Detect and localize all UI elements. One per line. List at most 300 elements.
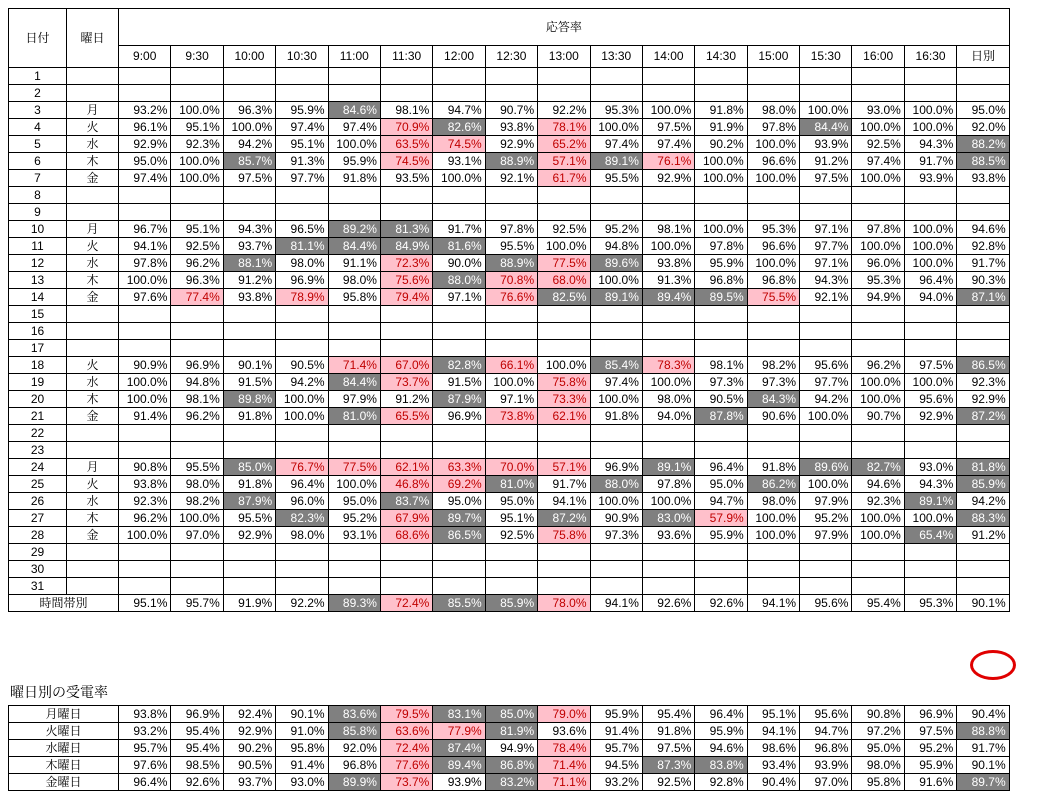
rate-cell: 97.8% <box>119 255 171 272</box>
weekday-rate-cell: 90.8% <box>852 706 904 723</box>
rate-cell: 63.3% <box>433 459 485 476</box>
empty-cell <box>904 204 956 221</box>
empty-cell <box>642 306 694 323</box>
weekday-rate-cell: 83.6% <box>328 706 380 723</box>
rate-cell: 67.9% <box>380 510 432 527</box>
empty-cell <box>747 306 799 323</box>
rate-cell: 82.6% <box>433 119 485 136</box>
weekday-rate-cell: 91.0% <box>276 723 328 740</box>
empty-cell <box>538 578 590 595</box>
rate-cell: 90.5% <box>695 391 747 408</box>
weekday-rate-cell: 95.8% <box>276 740 328 757</box>
rate-cell: 89.7% <box>433 510 485 527</box>
empty-cell <box>171 323 223 340</box>
rate-cell: 96.0% <box>852 255 904 272</box>
day-number: 27 <box>9 510 67 527</box>
rate-cell: 98.2% <box>171 493 223 510</box>
weekday-rate-cell: 85.8% <box>328 723 380 740</box>
rate-cell: 46.8% <box>380 476 432 493</box>
rate-cell: 98.1% <box>642 221 694 238</box>
daily-rate-cell: 88.2% <box>957 136 1009 153</box>
empty-cell <box>485 561 537 578</box>
rate-cell: 62.1% <box>380 459 432 476</box>
rate-cell: 91.9% <box>695 119 747 136</box>
empty-cell <box>642 544 694 561</box>
empty-cell <box>957 323 1009 340</box>
time-header-1030: 10:30 <box>276 46 328 68</box>
empty-cell <box>642 187 694 204</box>
rate-cell: 100.0% <box>747 527 799 544</box>
day-of-week: 月 <box>67 221 119 238</box>
rate-cell: 96.9% <box>433 408 485 425</box>
empty-cell <box>380 561 432 578</box>
day-row <box>9 425 1010 442</box>
day-row <box>9 153 1010 170</box>
rate-cell: 70.8% <box>485 272 537 289</box>
empty-cell <box>747 85 799 102</box>
empty-cell <box>800 187 852 204</box>
rate-cell: 89.4% <box>642 289 694 306</box>
rate-cell: 97.8% <box>642 476 694 493</box>
rate-cell: 91.2% <box>223 272 275 289</box>
rate-cell: 96.9% <box>590 459 642 476</box>
weekday-rate-cell: 94.5% <box>590 757 642 774</box>
day-of-week: 火 <box>67 238 119 255</box>
rate-cell: 92.9% <box>904 408 956 425</box>
rate-cell: 90.8% <box>119 459 171 476</box>
time-header-1000: 10:00 <box>223 46 275 68</box>
rate-cell: 97.4% <box>590 374 642 391</box>
rate-cell: 94.1% <box>119 238 171 255</box>
rate-cell: 97.1% <box>433 289 485 306</box>
empty-cell <box>328 323 380 340</box>
weekday-rate-cell: 93.0% <box>276 774 328 791</box>
rate-cell: 97.4% <box>642 136 694 153</box>
weekday-rate-cell: 95.2% <box>904 740 956 757</box>
empty-cell <box>171 442 223 459</box>
rate-cell: 92.2% <box>538 102 590 119</box>
time-header-row <box>9 46 1010 68</box>
day-row <box>9 459 1010 476</box>
weekday-daily-cell: 90.4% <box>957 706 1009 723</box>
day-row <box>9 255 1010 272</box>
rate-cell: 84.9% <box>380 238 432 255</box>
date-header: 日付 <box>9 9 67 68</box>
day-of-week <box>67 306 119 323</box>
empty-cell <box>328 68 380 85</box>
rate-cell: 85.7% <box>223 153 275 170</box>
day-of-week <box>67 340 119 357</box>
rate-cell: 94.9% <box>852 289 904 306</box>
rate-cell: 92.9% <box>119 136 171 153</box>
empty-cell <box>957 425 1009 442</box>
empty-cell <box>538 442 590 459</box>
daily-rate-cell: 85.9% <box>957 476 1009 493</box>
rate-cell: 90.0% <box>433 255 485 272</box>
empty-cell <box>433 340 485 357</box>
empty-cell <box>328 425 380 442</box>
rate-cell: 93.1% <box>433 153 485 170</box>
day-of-week: 金 <box>67 170 119 187</box>
empty-cell <box>904 340 956 357</box>
weekday-rate-cell: 92.4% <box>223 706 275 723</box>
empty-cell <box>119 544 171 561</box>
rate-cell: 86.2% <box>747 476 799 493</box>
rate-cell: 97.4% <box>590 136 642 153</box>
rate-cell: 68.6% <box>380 527 432 544</box>
day-number: 16 <box>9 323 67 340</box>
rate-cell: 98.0% <box>642 391 694 408</box>
rate-cell: 83.7% <box>380 493 432 510</box>
rate-cell: 89.6% <box>590 255 642 272</box>
empty-cell <box>380 544 432 561</box>
rate-cell: 84.3% <box>747 391 799 408</box>
weekday-rate-cell: 95.6% <box>800 706 852 723</box>
empty-cell <box>538 544 590 561</box>
empty-cell <box>276 425 328 442</box>
rate-cell: 74.5% <box>380 153 432 170</box>
empty-cell <box>957 306 1009 323</box>
day-row <box>9 136 1010 153</box>
rate-cell: 98.0% <box>276 527 328 544</box>
empty-cell <box>747 544 799 561</box>
rate-cell: 97.7% <box>276 170 328 187</box>
time-total-cell: 95.3% <box>904 595 956 612</box>
weekday-rate-cell: 91.8% <box>642 723 694 740</box>
empty-cell <box>642 578 694 595</box>
day-number: 23 <box>9 442 67 459</box>
rate-cell: 98.1% <box>695 357 747 374</box>
time-total-cell: 85.9% <box>485 595 537 612</box>
time-total-label: 時間帯別 <box>9 595 119 612</box>
header-row-top <box>9 9 1010 46</box>
empty-cell <box>485 187 537 204</box>
rate-cell: 94.3% <box>800 272 852 289</box>
rate-cell: 97.5% <box>642 119 694 136</box>
rate-cell: 100.0% <box>328 476 380 493</box>
rate-cell: 97.5% <box>800 170 852 187</box>
rate-cell: 95.6% <box>904 391 956 408</box>
empty-cell <box>800 561 852 578</box>
weekday-daily-cell: 89.7% <box>957 774 1009 791</box>
rate-cell: 95.0% <box>433 493 485 510</box>
rate-cell: 92.9% <box>223 527 275 544</box>
rate-cell: 97.8% <box>747 119 799 136</box>
rate-cell: 98.0% <box>276 255 328 272</box>
weekday-rate-cell: 97.6% <box>119 757 171 774</box>
rate-cell: 96.0% <box>276 493 328 510</box>
time-total-cell: 95.6% <box>800 595 852 612</box>
weekday-rate-cell: 96.4% <box>119 774 171 791</box>
empty-cell <box>433 323 485 340</box>
rate-cell: 96.8% <box>695 272 747 289</box>
empty-cell <box>904 544 956 561</box>
rate-cell: 91.8% <box>223 476 275 493</box>
day-number: 13 <box>9 272 67 289</box>
weekday-rate-cell: 72.4% <box>380 740 432 757</box>
daily-rate-cell: 81.8% <box>957 459 1009 476</box>
weekday-rate-cell: 95.1% <box>747 706 799 723</box>
empty-cell <box>747 561 799 578</box>
weekday-rate-cell: 96.8% <box>800 740 852 757</box>
rate-cell: 84.4% <box>800 119 852 136</box>
day-of-week: 水 <box>67 136 119 153</box>
empty-cell <box>695 561 747 578</box>
weekday-rate-cell: 96.4% <box>695 706 747 723</box>
day-of-week: 水 <box>67 493 119 510</box>
day-of-week: 水 <box>67 374 119 391</box>
weekday-rate-cell: 89.4% <box>433 757 485 774</box>
rate-cell: 89.1% <box>642 459 694 476</box>
rate-cell: 75.8% <box>538 527 590 544</box>
day-row <box>9 442 1010 459</box>
empty-cell <box>380 204 432 221</box>
day-number: 4 <box>9 119 67 136</box>
rate-cell: 70.9% <box>380 119 432 136</box>
time-total-cell: 92.6% <box>642 595 694 612</box>
day-row <box>9 272 1010 289</box>
empty-cell <box>642 204 694 221</box>
day-number: 25 <box>9 476 67 493</box>
weekday-rate-cell: 90.1% <box>276 706 328 723</box>
empty-cell <box>485 306 537 323</box>
day-row <box>9 187 1010 204</box>
empty-cell <box>957 85 1009 102</box>
weekday-rate-cell: 96.9% <box>904 706 956 723</box>
time-total-cell: 72.4% <box>380 595 432 612</box>
daily-rate-cell: 92.0% <box>957 119 1009 136</box>
empty-cell <box>957 340 1009 357</box>
rate-cell: 94.2% <box>276 374 328 391</box>
weekday-rate-cell: 77.9% <box>433 723 485 740</box>
rate-cell: 93.6% <box>642 527 694 544</box>
day-row <box>9 170 1010 187</box>
rate-cell: 93.0% <box>904 459 956 476</box>
empty-cell <box>380 68 432 85</box>
empty-cell <box>223 425 275 442</box>
rate-cell: 97.4% <box>328 119 380 136</box>
weekday-rate-cell: 92.9% <box>223 723 275 740</box>
empty-cell <box>800 425 852 442</box>
empty-cell <box>957 544 1009 561</box>
weekday-rate-cell: 96.8% <box>328 757 380 774</box>
day-row <box>9 289 1010 306</box>
daily-rate-cell: 90.3% <box>957 272 1009 289</box>
weekday-rate-cell: 95.9% <box>904 757 956 774</box>
empty-cell <box>171 85 223 102</box>
empty-cell <box>485 85 537 102</box>
empty-cell <box>642 340 694 357</box>
daily-rate-cell: 91.7% <box>957 255 1009 272</box>
rate-cell: 93.0% <box>852 102 904 119</box>
empty-cell <box>485 578 537 595</box>
rate-cell: 95.5% <box>171 459 223 476</box>
rate-cell: 95.1% <box>171 221 223 238</box>
weekday-rate-cell: 92.8% <box>695 774 747 791</box>
weekday-rate-cell: 83.2% <box>485 774 537 791</box>
empty-cell <box>695 323 747 340</box>
rate-cell: 94.6% <box>852 476 904 493</box>
empty-cell <box>171 204 223 221</box>
weekday-daily-cell: 91.7% <box>957 740 1009 757</box>
empty-cell <box>800 578 852 595</box>
day-number: 14 <box>9 289 67 306</box>
rate-cell: 95.9% <box>276 102 328 119</box>
weekday-rate-cell: 98.6% <box>747 740 799 757</box>
time-total-cell: 95.7% <box>171 595 223 612</box>
empty-cell <box>433 187 485 204</box>
rate-cell: 100.0% <box>590 272 642 289</box>
empty-cell <box>328 561 380 578</box>
rate-cell: 77.5% <box>328 459 380 476</box>
empty-cell <box>380 578 432 595</box>
empty-cell <box>904 323 956 340</box>
day-number: 12 <box>9 255 67 272</box>
rate-cell: 100.0% <box>590 119 642 136</box>
rate-cell: 71.4% <box>328 357 380 374</box>
weekday-label: 木曜日 <box>9 757 119 774</box>
rate-cell: 93.2% <box>119 102 171 119</box>
empty-cell <box>328 306 380 323</box>
time-total-cell: 85.5% <box>433 595 485 612</box>
day-row <box>9 374 1010 391</box>
empty-cell <box>433 85 485 102</box>
rate-cell: 95.0% <box>119 153 171 170</box>
rate-cell: 100.0% <box>276 408 328 425</box>
empty-cell <box>485 68 537 85</box>
rate-cell: 68.0% <box>538 272 590 289</box>
empty-cell <box>485 323 537 340</box>
time-header-1200: 12:00 <box>433 46 485 68</box>
rate-cell: 96.1% <box>119 119 171 136</box>
rate-cell: 65.2% <box>538 136 590 153</box>
empty-cell <box>171 306 223 323</box>
empty-cell <box>485 340 537 357</box>
empty-cell <box>328 544 380 561</box>
rate-cell: 87.9% <box>433 391 485 408</box>
rate-cell: 66.1% <box>485 357 537 374</box>
rate-cell: 96.9% <box>171 357 223 374</box>
day-of-week <box>67 578 119 595</box>
rate-cell: 97.7% <box>800 374 852 391</box>
weekday-rate-cell: 97.5% <box>904 723 956 740</box>
day-number: 28 <box>9 527 67 544</box>
rate-cell: 95.9% <box>695 527 747 544</box>
day-of-week: 火 <box>67 119 119 136</box>
weekday-rate-cell: 95.9% <box>695 723 747 740</box>
empty-cell <box>380 323 432 340</box>
day-number: 21 <box>9 408 67 425</box>
weekday-section-title: 曜日別の受電率 <box>10 684 108 700</box>
response-rate-table <box>8 8 1010 612</box>
empty-cell <box>328 85 380 102</box>
empty-cell <box>119 187 171 204</box>
rate-cell: 100.0% <box>852 374 904 391</box>
rate-cell: 87.2% <box>538 510 590 527</box>
rate-cell: 75.6% <box>380 272 432 289</box>
rate-cell: 76.6% <box>485 289 537 306</box>
empty-cell <box>119 68 171 85</box>
time-header-1100: 11:00 <box>328 46 380 68</box>
day-row <box>9 68 1010 85</box>
empty-cell <box>800 544 852 561</box>
empty-cell <box>852 85 904 102</box>
weekday-rate-cell: 98.5% <box>171 757 223 774</box>
rate-cell: 77.4% <box>171 289 223 306</box>
day-row <box>9 221 1010 238</box>
empty-cell <box>433 425 485 442</box>
rate-cell: 93.9% <box>800 136 852 153</box>
weekday-rate-cell: 93.7% <box>223 774 275 791</box>
rate-cell: 100.0% <box>171 170 223 187</box>
empty-cell <box>695 442 747 459</box>
rate-cell: 100.0% <box>800 102 852 119</box>
weekday-rate-cell: 92.0% <box>328 740 380 757</box>
daily-rate-cell: 94.2% <box>957 493 1009 510</box>
day-of-week <box>67 204 119 221</box>
weekday-rate-cell: 90.4% <box>747 774 799 791</box>
rate-cell: 95.5% <box>223 510 275 527</box>
time-total-cell: 89.3% <box>328 595 380 612</box>
empty-cell <box>852 204 904 221</box>
weekday-daily-cell: 90.1% <box>957 757 1009 774</box>
rate-cell: 89.1% <box>590 289 642 306</box>
rate-cell: 100.0% <box>904 119 956 136</box>
rate-cell: 100.0% <box>119 391 171 408</box>
weekday-rate-cell: 79.5% <box>380 706 432 723</box>
rate-cell: 97.3% <box>747 374 799 391</box>
rate-cell: 82.5% <box>538 289 590 306</box>
rate-cell: 100.0% <box>642 238 694 255</box>
rate-cell: 85.0% <box>223 459 275 476</box>
empty-cell <box>590 561 642 578</box>
empty-cell <box>433 561 485 578</box>
rate-cell: 96.3% <box>171 272 223 289</box>
rate-cell: 87.8% <box>695 408 747 425</box>
day-of-week: 金 <box>67 408 119 425</box>
overall-rate-highlight-circle <box>970 650 1016 680</box>
rate-cell: 95.1% <box>276 136 328 153</box>
rate-cell: 95.9% <box>328 153 380 170</box>
rate-cell: 97.1% <box>485 391 537 408</box>
rate-cell: 92.5% <box>852 136 904 153</box>
empty-cell <box>380 340 432 357</box>
rate-cell: 92.9% <box>642 170 694 187</box>
empty-cell <box>328 204 380 221</box>
rate-cell: 84.4% <box>328 238 380 255</box>
weekday-rate-cell: 92.5% <box>642 774 694 791</box>
rate-cell: 91.5% <box>433 374 485 391</box>
rate-cell: 93.8% <box>119 476 171 493</box>
empty-cell <box>642 85 694 102</box>
rate-cell: 100.0% <box>433 170 485 187</box>
empty-cell <box>276 204 328 221</box>
rate-cell: 89.6% <box>800 459 852 476</box>
weekday-rate-cell: 71.1% <box>538 774 590 791</box>
rate-cell: 100.0% <box>904 255 956 272</box>
empty-cell <box>642 561 694 578</box>
empty-cell <box>800 85 852 102</box>
empty-cell <box>590 306 642 323</box>
rate-cell: 96.3% <box>223 102 275 119</box>
rate-cell: 76.7% <box>276 459 328 476</box>
day-number: 7 <box>9 170 67 187</box>
rate-cell: 96.2% <box>171 408 223 425</box>
weekday-rate-cell: 86.8% <box>485 757 537 774</box>
time-total-cell: 95.1% <box>119 595 171 612</box>
day-row <box>9 357 1010 374</box>
weekday-rate-cell: 83.8% <box>695 757 747 774</box>
